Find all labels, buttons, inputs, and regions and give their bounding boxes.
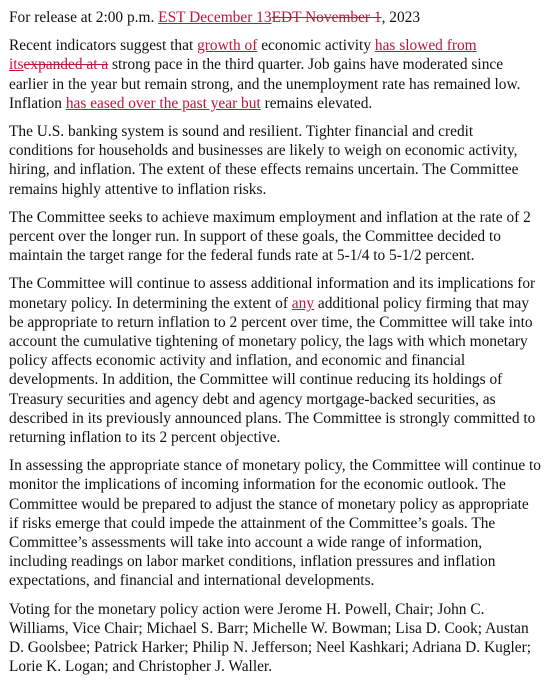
deleted-text: expanded at a (23, 56, 109, 74)
inserted-text: has slowed from its (9, 37, 477, 74)
statement-body (9, 36, 541, 676)
body-text: Voting for the monetary policy action were Jerome H. Powell, Chair; John C. Williams, Vice Chair; Michael S. Barr; Michelle W. Bowman; Lisa D. Cook; Austan D. Goolsbee; Patrick Harker; Philip N. Jefferson; Neel Kashkari; Adriana D. Kugler; Lorie K. Logan; and Christopher J. Waller. (9, 600, 532, 676)
body-text: remains elevated. (260, 94, 373, 112)
inserted-text: any (291, 294, 315, 312)
paragraph-policy-decision (9, 208, 541, 266)
paragraph-monetary-stance (9, 456, 541, 590)
body-text: Recent indicators suggest that (9, 37, 198, 55)
paragraph-economic-activity (9, 36, 541, 113)
release-prefix: For release at 2:00 p.m. (9, 9, 159, 26)
paragraph-policy-assessment (9, 274, 541, 447)
inserted-text: has eased over the past year but (65, 94, 261, 112)
body-text: The Committee will continue to assess additional information and its implications for monetary policy. In determining the extent of (9, 275, 536, 312)
body-text: strong pace in the third quarter. Job gains have moderated since earlier in the year but remain strong, and the unemployment rate has remained low. Inflation (9, 56, 521, 112)
release-date-line (9, 8, 541, 27)
body-text: The U.S. banking system is sound and resilient. Tighter financial and credit conditions for households and businesses are likely to weigh on economic activity, hiring, and inflation. The extent of these effects remains uncertain. The Committee remains highly attentive to inflation risks. (9, 123, 519, 198)
inserted-release-date: EST December 13 (158, 9, 272, 26)
paragraph-voting-members (9, 600, 541, 677)
inserted-text: growth of (197, 37, 258, 55)
body-text: additional policy firming that may be appropriate to return inflation to 2 percent over time, the Committee will take into account the cumulative tightening of monetary policy, the lags with which monetary policy affects economic activity and inflation, and economic and financial developments. In addition, the Committee will continue reducing its holdings of Treasury securities and agency debt and agency mortgage-backed securities, as described in its previously announced plans. The Committee is strongly committed to returning inflation to its 2 percent objective. (9, 294, 536, 447)
deleted-release-date: EDT November 1 (271, 9, 382, 26)
body-text: The Committee seeks to achieve maximum employment and inflation at the rate of 2 percent over the longer run. In support of these goals, the Committee decided to maintain the target range for the federal funds rate at 5-1/4 to 5-1/2 percent. (9, 208, 531, 265)
body-text: economic activity (257, 37, 375, 55)
release-year: , 2023 (381, 9, 421, 26)
paragraph-banking-system (9, 122, 541, 199)
body-text: In assessing the appropriate stance of monetary policy, the Committee will continue to monitor the implications of incoming information for the economic outlook. The Committee would be prepared to adjust the stance of monetary policy as appropriate if risks emerge that could impede the attainment of the Committee’s goals. The Committee’s assessments will take into account a wide range of information, including readings on labor market conditions, inflation pressures and inflation expectations, and financial and international developments. (9, 457, 541, 590)
